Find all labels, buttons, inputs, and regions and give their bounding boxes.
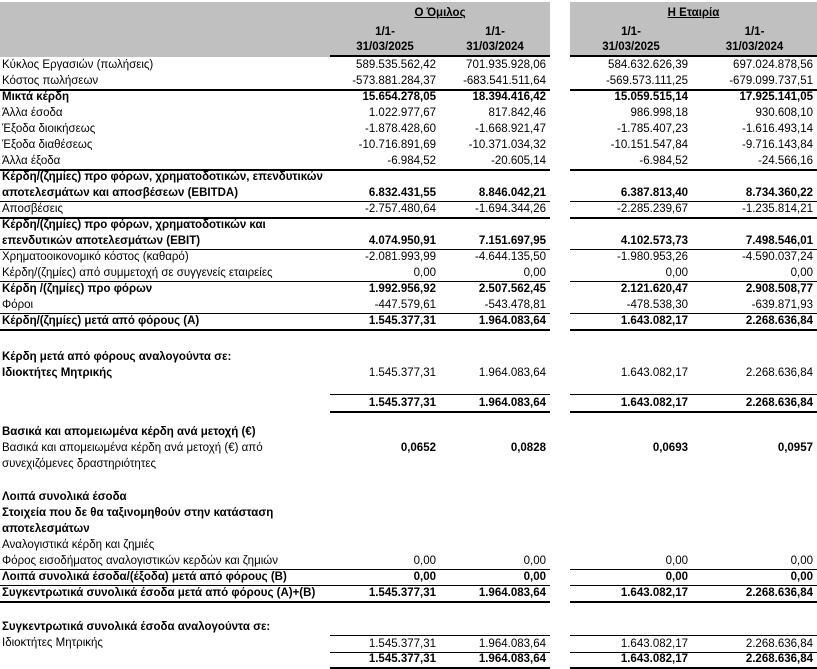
value-group-2025 [330,489,440,505]
row-label: Λοιπά συνολικά έσοδα [2,491,127,503]
value-group-2025 [330,349,440,365]
value-company-2025: -1.785.407,23 [617,123,688,135]
column-gap [550,456,570,472]
value-group-2024: 1.964.083,64 [440,313,550,331]
value-group-2025: 1.545.377,31 [330,635,440,653]
value-company-2025: 986.998,18 [630,107,688,119]
column-gap [550,553,570,570]
value-company-2024: 2.268.636,84 [692,394,817,413]
value-company-2024: 2.268.636,84 [692,635,817,653]
value-company-2024 [692,601,817,619]
value-company-2024: 2.268.636,84 [692,313,817,331]
value-company-2024: 0,00 [692,569,817,586]
period-end-date: 31/03/2024 [692,40,817,57]
value-group-2025: -2.757.480,64 [330,201,440,219]
value-group-2024: 701.935.928,06 [466,59,546,71]
value-company-2025: 6.387.813,40 [570,185,692,202]
group-column-title-cell [330,2,550,24]
value-group-2025: -1.878.428,60 [365,123,436,135]
value-company-2025: -478.538,30 [570,297,692,314]
value-company-2025 [570,505,692,521]
value-group-2024: 1.964.083,64 [478,367,546,379]
row-label: Βασικά και απομειωμένα κέρδη ανά μετοχή (€) από [2,442,263,454]
value-company-2024 [692,489,817,505]
value-group-2024: 0,00 [440,569,550,586]
value-group-2024: -4.644.135,50 [475,251,546,263]
row-label: Έξοδα διαθέσεως [2,139,93,151]
value-group-2024: -683.541.511,64 [440,73,550,91]
table-row [0,394,817,410]
table-row [0,521,817,537]
column-gap [550,233,570,250]
value-group-2025: 1.992.956,92 [368,283,436,295]
row-label: αποτελεσμάτων και αποσβέσεων (EBITDA) [0,185,330,202]
value-group-2024 [440,424,550,440]
value-group-2024 [440,169,550,185]
value-group-2024: -1.668.921,47 [475,123,546,135]
table-row [0,424,817,440]
value-group-2024: -1.694.344,26 [440,201,550,219]
header-label-spacer [0,40,330,57]
value-group-2024 [440,489,550,505]
table-row [0,537,817,553]
header-date-row [0,40,817,57]
value-group-2025 [330,619,440,635]
value-company-2024: 8.734.360,22 [692,185,817,202]
value-group-2025: 1.545.377,31 [368,367,436,379]
value-company-2025: -10.151.547,84 [610,139,688,151]
table-row [0,505,817,521]
row-label: Φόροι [0,297,330,314]
company-column-title-cell [570,2,817,24]
value-company-2025 [570,349,692,365]
row-label: Κέρδη/(ζημίες) προ φόρων, χρηματοδοτικών, επενδυτικών [2,171,323,183]
value-group-2024: 0,00 [440,553,550,570]
table-row [0,349,817,365]
value-group-2024: 18.394.416,42 [472,91,546,103]
row-label: Φόρος εισοδήματος αναλογιστικών κερδών και ζημιών [0,553,330,570]
table-row [0,489,817,505]
spacer-row [0,410,817,424]
row-label: Άλλα έξοδα [0,153,330,171]
column-gap [550,105,570,121]
value-group-2024: 1.964.083,64 [440,651,550,669]
value-company-2024: 2.908.508,77 [745,283,813,295]
value-company-2024: 17.925.141,05 [739,91,813,103]
value-group-2025 [330,410,440,424]
value-group-2025: -447.579,61 [330,297,440,314]
table-row [0,313,817,329]
row-label: Κέρδη μετά από φόρους αναλογούντα σε: [2,351,232,363]
value-group-2024: 2.507.562,45 [478,283,546,295]
row-label: Βασικά και απομειωμένα κέρδη ανά μετοχή (€) [2,426,256,438]
value-company-2024 [692,381,817,394]
value-group-2024: 8.846.042,21 [440,185,550,202]
table-row [0,233,817,249]
value-group-2024: 1.964.083,64 [440,635,550,653]
table-row [0,169,817,185]
value-group-2025 [330,217,440,233]
column-gap [550,601,570,619]
value-company-2025: 1.643.082,17 [570,313,692,331]
row-label [0,329,330,349]
row-label [0,651,330,669]
table-row [0,619,817,635]
column-gap [550,57,570,73]
row-label: συνεχιζόμενες δραστηριότητες [2,458,157,470]
value-group-2024: 817.842,46 [488,107,546,119]
value-company-2025 [570,329,692,349]
column-gap [550,410,570,424]
value-group-2025: 1.545.377,31 [330,394,440,413]
value-company-2024 [692,329,817,349]
value-group-2024 [440,521,550,537]
value-group-2025: 15.654.278,05 [362,91,436,103]
value-company-2025 [570,601,692,619]
column-gap [550,619,570,635]
value-company-2024: -1.616.493,14 [742,123,813,135]
row-label: Συγκεντρωτικά συνολικά έσοδα μετά από φόρους (Α)+(Β) [0,585,330,603]
column-gap [550,281,570,297]
table-row [0,651,817,667]
column-gap [550,651,570,669]
column-gap [550,381,570,394]
period-label: 1/1- [330,24,440,40]
value-company-2025: -1.980.953,26 [617,251,688,263]
column-gap [550,121,570,137]
row-label: Ιδιοκτήτες Μητρικής [2,637,103,649]
value-company-2025: 0,00 [570,553,692,570]
row-label: Λοιπά συνολικά έσοδα/(έξοδα) μετά από φόρους (Β) [0,569,330,586]
value-company-2024: 2.268.636,84 [745,367,813,379]
table-row [0,440,817,456]
row-label: Μικτά κέρδη [2,91,69,103]
value-group-2024 [440,456,550,472]
table-row [0,635,817,651]
row-label: Κέρδη/(ζημίες) μετά από φόρους (Α) [0,313,330,331]
value-group-2024 [440,619,550,635]
table-row [0,569,817,585]
row-label: Χρηματοοικονομικό κόστος (καθαρό) [2,251,189,263]
table-row [0,585,817,601]
value-company-2024 [692,410,817,424]
value-group-2025: 4.074.950,91 [330,233,440,250]
table-row [0,153,817,169]
value-group-2025 [330,521,440,537]
value-company-2024: 2.268.636,84 [692,585,817,603]
value-group-2025 [330,329,440,349]
row-label: Κέρδη /(ζημίες) προ φόρων [2,283,153,295]
column-gap [550,265,570,282]
header-label-spacer [0,24,330,40]
value-group-2024: -10.371.034,32 [468,139,546,151]
column-gap [550,24,570,40]
value-company-2024 [692,472,817,489]
value-company-2025 [570,217,692,233]
value-group-2025 [330,456,440,472]
period-end-date: 31/03/2025 [570,40,692,57]
value-group-2024 [440,217,550,233]
column-gap [550,489,570,505]
header-period-row [0,24,817,40]
column-gap [550,89,570,105]
table-row [0,89,817,105]
column-gap [550,521,570,537]
column-gap [550,185,570,202]
value-group-2025 [330,169,440,185]
value-company-2024 [692,619,817,635]
value-group-2025: 0,00 [330,265,440,282]
row-label: Έξοδα διοικήσεως [2,123,96,135]
value-company-2025: 15.059.515,14 [614,91,688,103]
column-gap [550,365,570,381]
table-row [0,553,817,569]
row-label: Κύκλος Εργασιών (πωλήσεις) [2,59,154,71]
value-company-2024: 0,0957 [777,442,813,454]
value-group-2025 [330,537,440,553]
row-label [0,381,330,394]
value-group-2025: -10.716.891,69 [358,139,436,151]
row-label: επενδυτικών αποτελεσμάτων (EBIT) [0,233,330,250]
table-row [0,456,817,472]
value-company-2024 [692,456,817,472]
column-gap [550,329,570,349]
column-gap [550,2,570,24]
row-label [0,601,330,619]
value-group-2025: -2.081.993,99 [365,251,436,263]
value-group-2024 [440,410,550,424]
value-company-2025: -569.573.111,25 [570,73,692,91]
column-gap [550,440,570,456]
table-row [0,185,817,201]
column-gap [550,297,570,314]
column-gap [550,217,570,233]
value-company-2024: -1.235.814,21 [692,201,817,219]
value-company-2025 [570,169,692,185]
table-row [0,217,817,233]
column-gap [550,349,570,365]
value-group-2025 [330,601,440,619]
value-company-2025 [570,489,692,505]
value-company-2025: 584.632.626,39 [608,59,688,71]
value-company-2024: -4.590.037,24 [742,251,813,263]
value-group-2024: -20.605,14 [440,153,550,171]
value-group-2025: 1.545.377,31 [330,313,440,331]
value-company-2024: 930.608,10 [755,107,813,119]
value-group-2024: 7.151.697,95 [440,233,550,250]
value-group-2025 [330,424,440,440]
row-label: Κέρδη/(ζημίες) από συμμετοχή σε συγγενείς εταιρείες [0,265,330,282]
value-company-2025 [570,537,692,553]
column-gap [550,249,570,265]
value-company-2025 [570,410,692,424]
value-company-2024: 697.024.878,56 [733,59,813,71]
value-group-2024: 0,0828 [510,442,546,454]
value-company-2024 [692,169,817,185]
table-row [0,105,817,121]
period-end-date: 31/03/2025 [330,40,440,57]
period-end-date: 31/03/2024 [440,40,550,57]
table-row [0,73,817,89]
value-company-2024 [692,217,817,233]
row-label: Κέρδη/(ζημίες) προ φόρων, χρηματοδοτικών και [2,219,266,231]
table-row [0,201,817,217]
value-company-2025 [570,381,692,394]
value-group-2025: 1.022.977,67 [368,107,436,119]
value-company-2024 [692,349,817,365]
value-company-2025: 1.643.082,17 [570,585,692,603]
value-group-2024: 1.964.083,64 [440,585,550,603]
row-label [0,410,330,424]
value-group-2025 [330,505,440,521]
value-group-2025 [330,381,440,394]
spacer-row [0,601,817,619]
value-group-2025: 589.535.562,42 [356,59,436,71]
value-group-2025: 0,00 [330,569,440,586]
column-gap [550,40,570,57]
row-label: Στοιχεία που δε θα ταξινομηθούν στην κατάσταση [2,507,274,519]
value-group-2025: 0,00 [330,553,440,570]
value-group-2024 [440,537,550,553]
value-group-2024: -543.478,81 [440,297,550,314]
value-group-2025: -573.881.284,37 [330,73,440,91]
value-company-2025: 1.643.082,17 [570,635,692,653]
table-row [0,365,817,381]
row-label: Αναλογιστικά κέρδη και ζημιές [2,539,155,551]
column-gap [550,537,570,553]
period-label: 1/1- [570,24,692,40]
row-label [0,472,330,489]
table-row [0,121,817,137]
group-column-title: Ο Όμιλος [414,7,466,19]
row-label: Άλλα έσοδα [2,107,63,119]
value-company-2024: -9.716.143,84 [742,139,813,151]
value-group-2024 [440,329,550,349]
row-label: Ιδιοκτήτες Μητρικής [2,367,113,379]
value-company-2025: 1.643.082,17 [620,367,688,379]
column-gap [550,424,570,440]
value-company-2024: -639.871,93 [692,297,817,314]
value-group-2024: 0,00 [440,265,550,282]
value-company-2025: -2.285.239,67 [570,201,692,219]
period-label: 1/1- [440,24,550,40]
value-company-2024 [692,521,817,537]
company-column-title: Η Εταιρία [667,7,720,19]
value-company-2025: 2.121.620,47 [620,283,688,295]
value-company-2024: 0,00 [692,265,817,282]
row-label: αποτελεσμάτων [2,523,90,535]
table-header [0,2,817,57]
column-gap [550,472,570,489]
row-label: Αποσβέσεις [0,201,330,219]
value-company-2024: 0,00 [692,553,817,570]
value-company-2025: 0,0693 [652,442,688,454]
value-company-2025 [570,424,692,440]
value-company-2024: -24.566,16 [692,153,817,171]
value-group-2025 [330,472,440,489]
header-title-row [0,2,817,24]
table-row [0,265,817,281]
period-label: 1/1- [692,24,817,40]
spacer-row [0,381,817,394]
value-company-2025 [570,456,692,472]
value-company-2024 [692,537,817,553]
value-group-2024 [440,349,550,365]
value-group-2024: 1.964.083,64 [440,394,550,413]
value-company-2024: 2.268.636,84 [692,651,817,669]
value-company-2025: 0,00 [570,569,692,586]
value-group-2024 [440,381,550,394]
value-group-2025: 1.545.377,31 [330,651,440,669]
value-group-2025: 0,0652 [400,442,436,454]
value-group-2025: 6.832.431,55 [330,185,440,202]
table-row [0,249,817,265]
table-row [0,57,817,73]
column-gap [550,137,570,153]
row-label: Συγκεντρωτικά συνολικά έσοδα αναλογούντα σε: [2,621,271,633]
value-company-2025: 1.643.082,17 [570,651,692,669]
value-group-2024 [440,472,550,489]
value-group-2025: 1.545.377,31 [330,585,440,603]
table-row [0,137,817,153]
value-company-2025: -6.984,52 [570,153,692,171]
value-group-2024 [440,505,550,521]
value-company-2024 [692,505,817,521]
statement-rows [0,57,817,667]
value-company-2025 [570,472,692,489]
header-label-spacer [0,2,330,24]
column-gap [550,505,570,521]
spacer-row [0,472,817,489]
table-row [0,297,817,313]
spacer-row [0,329,817,349]
value-company-2024: -679.099.737,51 [692,73,817,91]
value-company-2024: 7.498.546,01 [692,233,817,250]
value-company-2025: 0,00 [570,265,692,282]
column-gap [550,569,570,586]
value-group-2024 [440,601,550,619]
value-company-2025 [570,521,692,537]
column-gap [550,169,570,185]
value-company-2025 [570,619,692,635]
value-company-2024 [692,424,817,440]
value-company-2025: 1.643.082,17 [570,394,692,413]
value-company-2025: 4.102.573,73 [570,233,692,250]
table-row [0,281,817,297]
value-group-2025: -6.984,52 [330,153,440,171]
row-label: Κόστος πωλήσεων [0,73,330,91]
